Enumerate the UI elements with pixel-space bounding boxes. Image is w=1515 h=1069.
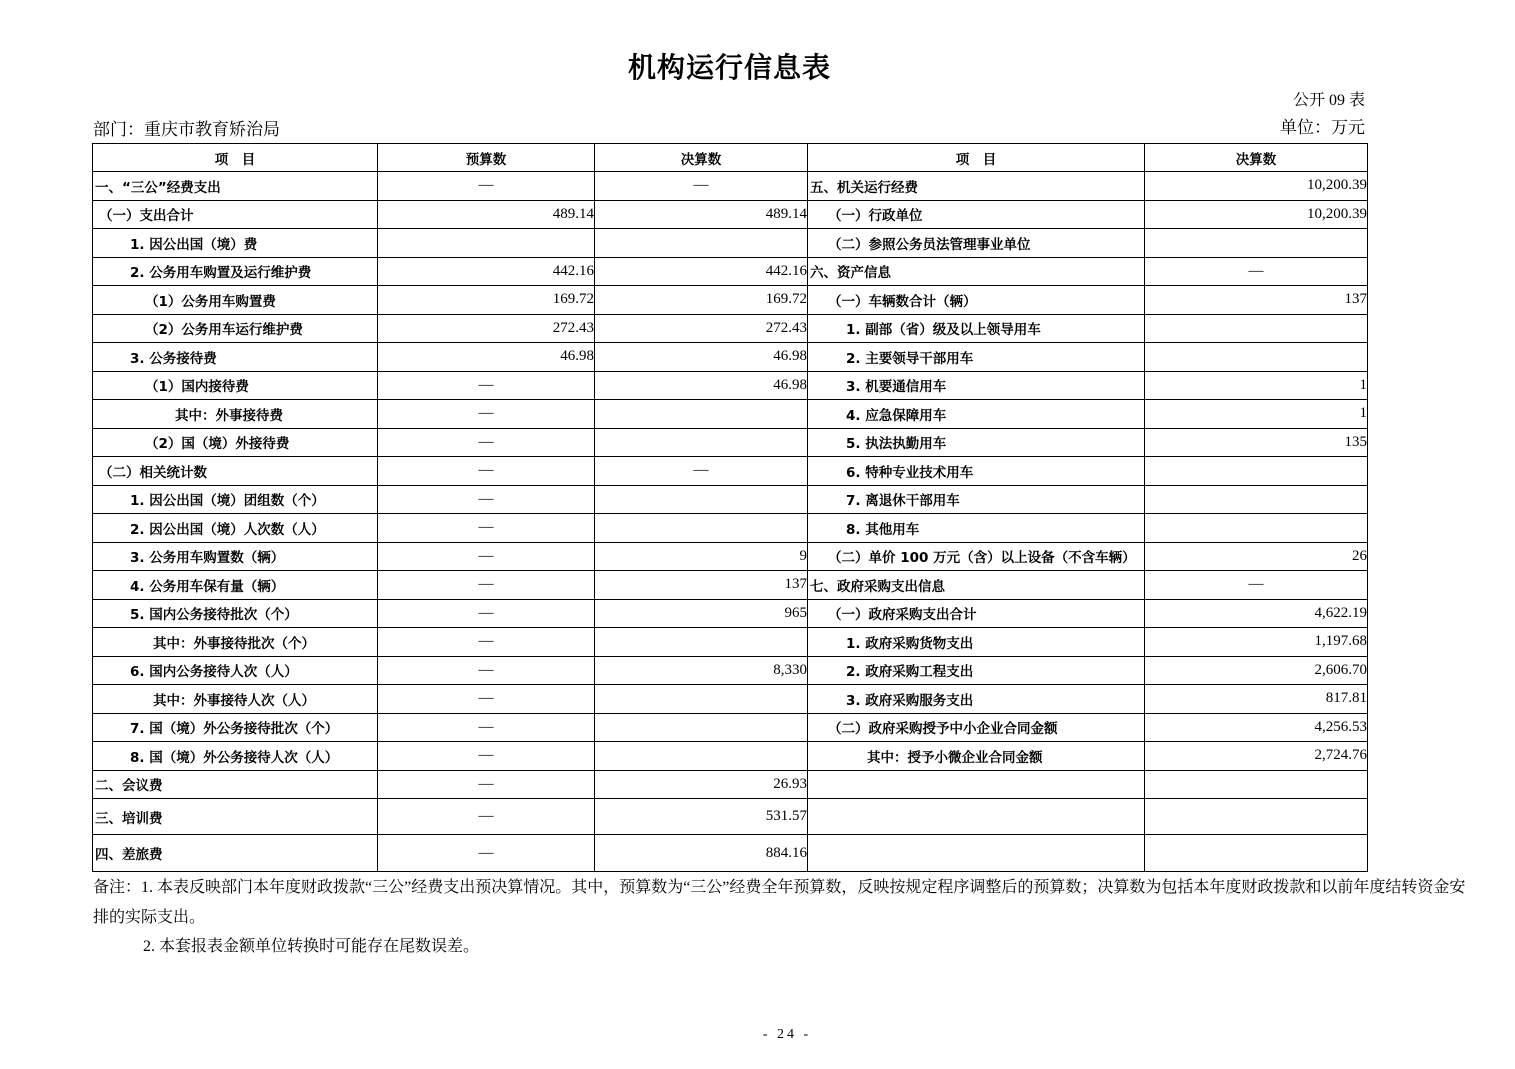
left-item-label: （2）公务用车运行维护费	[93, 314, 378, 343]
left-item-label: 二、会议费	[93, 770, 378, 799]
left-final-value: 169.72	[595, 286, 808, 315]
left-budget-value	[378, 229, 595, 258]
left-budget-value: —	[378, 172, 595, 201]
left-budget-value: —	[378, 571, 595, 600]
left-budget-value: —	[378, 428, 595, 457]
left-budget-value: 272.43	[378, 314, 595, 343]
right-item-label: 五、机关运行经费	[808, 172, 1145, 201]
right-item-label: 3. 政府采购服务支出	[808, 685, 1145, 714]
left-budget-value: —	[378, 485, 595, 514]
left-budget-value: —	[378, 371, 595, 400]
left-final-value: 46.98	[595, 371, 808, 400]
left-budget-value: —	[378, 599, 595, 628]
table-row	[93, 799, 1368, 835]
left-final-value: 46.98	[595, 343, 808, 372]
right-item-label: 3. 机要通信用车	[808, 371, 1145, 400]
right-item-label: （二）单价 100 万元（含）以上设备（不含车辆）	[808, 542, 1145, 571]
table-row	[93, 713, 1368, 742]
right-item-label: 七、政府采购支出信息	[808, 571, 1145, 600]
table-row	[93, 542, 1368, 571]
left-final-value: —	[595, 172, 808, 201]
right-final-value: 1,197.68	[1145, 628, 1368, 657]
table-row	[93, 314, 1368, 343]
left-budget-value: 169.72	[378, 286, 595, 315]
table-row	[93, 229, 1368, 258]
left-budget-value: —	[378, 835, 595, 872]
left-final-value	[595, 713, 808, 742]
right-final-value	[1145, 770, 1368, 799]
table-header-row	[93, 144, 1368, 172]
header-left-item: 项 目	[93, 144, 378, 172]
left-item-label: （2）国（境）外接待费	[93, 428, 378, 457]
table-row	[93, 428, 1368, 457]
left-final-value: 272.43	[595, 314, 808, 343]
left-final-value: 884.16	[595, 835, 808, 872]
right-final-value	[1145, 835, 1368, 872]
table-row	[93, 571, 1368, 600]
right-final-value	[1145, 457, 1368, 486]
table-row	[93, 514, 1368, 543]
unit-label: 单位：万元	[1280, 118, 1365, 137]
right-item-label: 2. 政府采购工程支出	[808, 656, 1145, 685]
right-final-value: 1	[1145, 371, 1368, 400]
right-item-label: （一）车辆数合计（辆）	[808, 286, 1145, 315]
left-budget-value: —	[378, 514, 595, 543]
left-budget-value: —	[378, 542, 595, 571]
right-final-value	[1145, 485, 1368, 514]
table-header	[93, 144, 1368, 172]
table-row	[93, 628, 1368, 657]
left-item-label: 其中：外事接待费	[93, 400, 378, 429]
left-item-label: 6. 国内公务接待人次（人）	[93, 656, 378, 685]
right-item-label	[808, 770, 1145, 799]
left-item-label: （二）相关统计数	[93, 457, 378, 486]
left-final-value	[595, 229, 808, 258]
left-budget-value: —	[378, 713, 595, 742]
right-item-label: （一）行政单位	[808, 200, 1145, 229]
left-budget-value: —	[378, 656, 595, 685]
left-budget-value: —	[378, 400, 595, 429]
right-item-label: 8. 其他用车	[808, 514, 1145, 543]
left-item-label: 2. 因公出国（境）人次数（人）	[93, 514, 378, 543]
page-number: - 24 -	[762, 1027, 812, 1042]
left-item-label: 四、差旅费	[93, 835, 378, 872]
table-row	[93, 172, 1368, 201]
right-final-value	[1145, 229, 1368, 258]
left-item-label: 3. 公务接待费	[93, 343, 378, 372]
right-item-label: 7. 离退休干部用车	[808, 485, 1145, 514]
table-row	[93, 257, 1368, 286]
right-item-label: 2. 主要领导干部用车	[808, 343, 1145, 372]
right-item-label: 4. 应急保障用车	[808, 400, 1145, 429]
left-item-label: （1）公务用车购置费	[93, 286, 378, 315]
table-row	[93, 400, 1368, 429]
left-item-label: 其中：外事接待人次（人）	[93, 685, 378, 714]
header-left-final: 决算数	[595, 144, 808, 172]
right-final-value	[1145, 314, 1368, 343]
note-1: 备注：1. 本表反映部门本年度财政拨款“三公”经费支出预决算情况。其中，预算数为“三公”经费全年预算数，反映按规定程序调整后的预算数；决算数为包括本年度财政拨款和以前年度结转资金安排的实际支出。	[93, 879, 1466, 926]
right-final-value	[1145, 799, 1368, 835]
left-final-value: 531.57	[595, 799, 808, 835]
left-budget-value: —	[378, 685, 595, 714]
left-item-label: 其中：外事接待批次（个）	[93, 628, 378, 657]
right-final-value	[1145, 343, 1368, 372]
table-row	[93, 599, 1368, 628]
left-final-value	[595, 685, 808, 714]
left-item-label: 1. 因公出国（境）团组数（个）	[93, 485, 378, 514]
left-item-label: 三、培训费	[93, 799, 378, 835]
right-final-value: 135	[1145, 428, 1368, 457]
left-final-value: 442.16	[595, 257, 808, 286]
notes	[93, 873, 1477, 962]
right-final-value: 817.81	[1145, 685, 1368, 714]
right-item-label: （一）政府采购支出合计	[808, 599, 1145, 628]
table-row	[93, 485, 1368, 514]
left-final-value	[595, 742, 808, 771]
left-budget-value: —	[378, 457, 595, 486]
right-final-value: 2,724.76	[1145, 742, 1368, 771]
right-final-value: 1	[1145, 400, 1368, 429]
table-row	[93, 656, 1368, 685]
table-row	[93, 835, 1368, 872]
left-item-label: 3. 公务用车购置数（辆）	[93, 542, 378, 571]
right-final-value: —	[1145, 571, 1368, 600]
right-item-label: 6. 特种专业技术用车	[808, 457, 1145, 486]
right-item-label: 其中：授予小微企业合同金额	[808, 742, 1145, 771]
table-body	[93, 172, 1368, 872]
left-item-label: 7. 国（境）外公务接待批次（个）	[93, 713, 378, 742]
left-final-value: 9	[595, 542, 808, 571]
left-final-value: 489.14	[595, 200, 808, 229]
left-item-label: 4. 公务用车保有量（辆）	[93, 571, 378, 600]
right-final-value	[1145, 514, 1368, 543]
right-final-value: —	[1145, 257, 1368, 286]
left-item-label: 5. 国内公务接待批次（个）	[93, 599, 378, 628]
right-final-value: 137	[1145, 286, 1368, 315]
left-final-value: 137	[595, 571, 808, 600]
header-right-final: 决算数	[1145, 144, 1368, 172]
right-item-label: 1. 副部（省）级及以上领导用车	[808, 314, 1145, 343]
right-final-value: 4,622.19	[1145, 599, 1368, 628]
right-item-label	[808, 799, 1145, 835]
left-final-value	[595, 400, 808, 429]
right-final-value: 10,200.39	[1145, 200, 1368, 229]
table-row	[93, 742, 1368, 771]
table-row	[93, 371, 1368, 400]
left-final-value: 965	[595, 599, 808, 628]
department-label: 部门：重庆市教育矫治局	[93, 120, 280, 139]
right-final-value: 26	[1145, 542, 1368, 571]
left-final-value	[595, 428, 808, 457]
header-right-item: 项 目	[808, 144, 1145, 172]
right-item-label: 1. 政府采购货物支出	[808, 628, 1145, 657]
left-final-value	[595, 514, 808, 543]
left-budget-value: 442.16	[378, 257, 595, 286]
right-final-value: 4,256.53	[1145, 713, 1368, 742]
right-item-label: （二）政府采购授予中小企业合同金额	[808, 713, 1145, 742]
right-final-value: 10,200.39	[1145, 172, 1368, 201]
info-table	[92, 143, 1368, 872]
left-budget-value: 489.14	[378, 200, 595, 229]
left-item-label: （一）支出合计	[93, 200, 378, 229]
left-final-value: 8,330	[595, 656, 808, 685]
table-row	[93, 457, 1368, 486]
left-item-label: 2. 公务用车购置及运行维护费	[93, 257, 378, 286]
left-final-value: 26.93	[595, 770, 808, 799]
left-final-value: —	[595, 457, 808, 486]
table-row	[93, 343, 1368, 372]
left-item-label: 1. 因公出国（境）费	[93, 229, 378, 258]
left-budget-value: —	[378, 799, 595, 835]
table-row	[93, 286, 1368, 315]
left-item-label: （1）国内接待费	[93, 371, 378, 400]
table-row	[93, 200, 1368, 229]
left-item-label: 8. 国（境）外公务接待人次（人）	[93, 742, 378, 771]
right-item-label: （二）参照公务员法管理事业单位	[808, 229, 1145, 258]
left-item-label: 一、“三公”经费支出	[93, 172, 378, 201]
right-item-label: 5. 执法执勤用车	[808, 428, 1145, 457]
left-final-value	[595, 628, 808, 657]
left-final-value	[595, 485, 808, 514]
note-2: 2. 本套报表金额单位转换时可能存在尾数误差。	[143, 938, 480, 955]
left-budget-value: —	[378, 742, 595, 771]
left-budget-value: —	[378, 770, 595, 799]
table-row	[93, 685, 1368, 714]
form-number: 公开 09 表	[1292, 92, 1365, 109]
left-budget-value: —	[378, 628, 595, 657]
page-title: 机构运行信息表	[627, 51, 831, 84]
header-left-budget: 预算数	[378, 144, 595, 172]
right-item-label	[808, 835, 1145, 872]
left-budget-value: 46.98	[378, 343, 595, 372]
right-item-label: 六、资产信息	[808, 257, 1145, 286]
right-final-value: 2,606.70	[1145, 656, 1368, 685]
table-row	[93, 770, 1368, 799]
